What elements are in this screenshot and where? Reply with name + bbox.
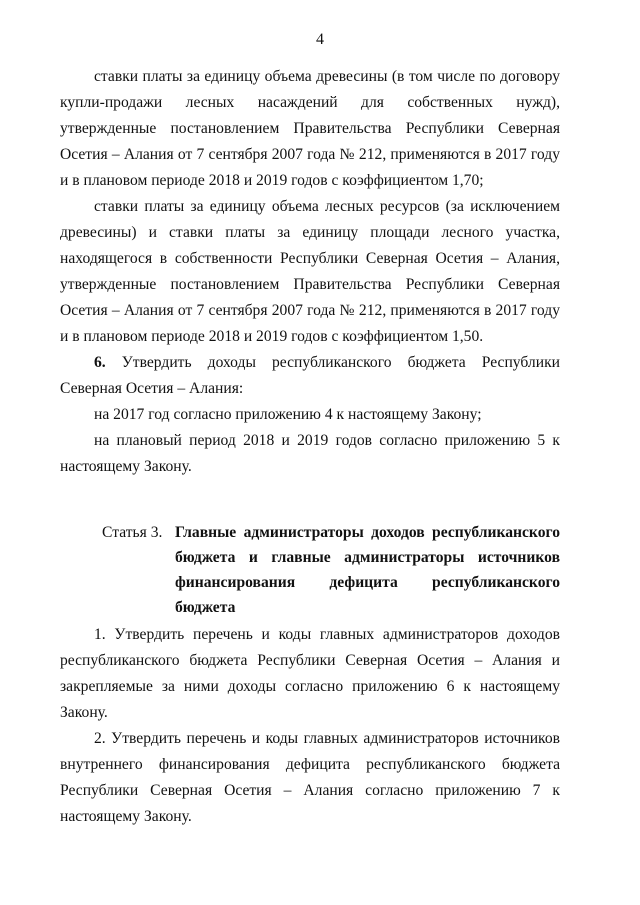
document-body [60, 64, 560, 480]
item-6-number: 6. [94, 354, 106, 371]
article-paragraph-2: 2. Утвердить перечень и коды главных администраторов источников внутреннего финансирования дефицита республиканского бюджета Республики Северная Осетия – Алания согласно приложению 7 к настоящему Закону. [60, 730, 560, 825]
item-6 [60, 350, 560, 402]
paragraph-forest-resources-rates: ставки платы за единицу объема лесных ресурсов (за исключением древесины) и ставки платы за единицу площади лесного участка, находящегося в собственности Республики Северная Осетия – Алания, утвержденные постановлением Правительства Республики Северная Осетия – Алания от 7 сентября 2007 года № 212, применяются в 2017 году и в плановом периоде 2018 и 2019 годов с коэффициентом 1,50. [60, 198, 560, 345]
item-6-sub-2018-2019: на плановый период 2018 и 2019 годов согласно приложению 5 к настоящему Закону. [60, 432, 560, 475]
article-label: Статья 3. [102, 524, 163, 541]
article-body [60, 622, 560, 830]
page-number: 4 [316, 31, 324, 48]
item-6-text: Утвердить доходы республиканского бюджета Республики Северная Осетия – Алания: [60, 354, 560, 397]
article-title: Главные администраторы доходов республиканского бюджета и главные администраторы источников финансирования дефицита республиканского бюджета [175, 524, 560, 616]
article-paragraph-1: 1. Утвердить перечень и коды главных администраторов доходов республиканского бюджета Республики Северная Осетия – Алания и закрепляемые за ними доходы согласно приложению 6 к настоящему Закону. [60, 626, 560, 721]
item-6-sub-2017: на 2017 год согласно приложению 4 к настоящему Закону; [94, 406, 482, 423]
paragraph-timber-rates: ставки платы за единицу объема древесины (в том числе по договору купли-продажи лесных насаждений для собственных нужд), утвержденные постановлением Правительства Республики Северная Осетия – Алания от 7 сентября 2007 года № 212, применяются в 2017 году и в плановом периоде 2018 и 2019 годов с коэффициентом 1,70; [60, 68, 560, 189]
